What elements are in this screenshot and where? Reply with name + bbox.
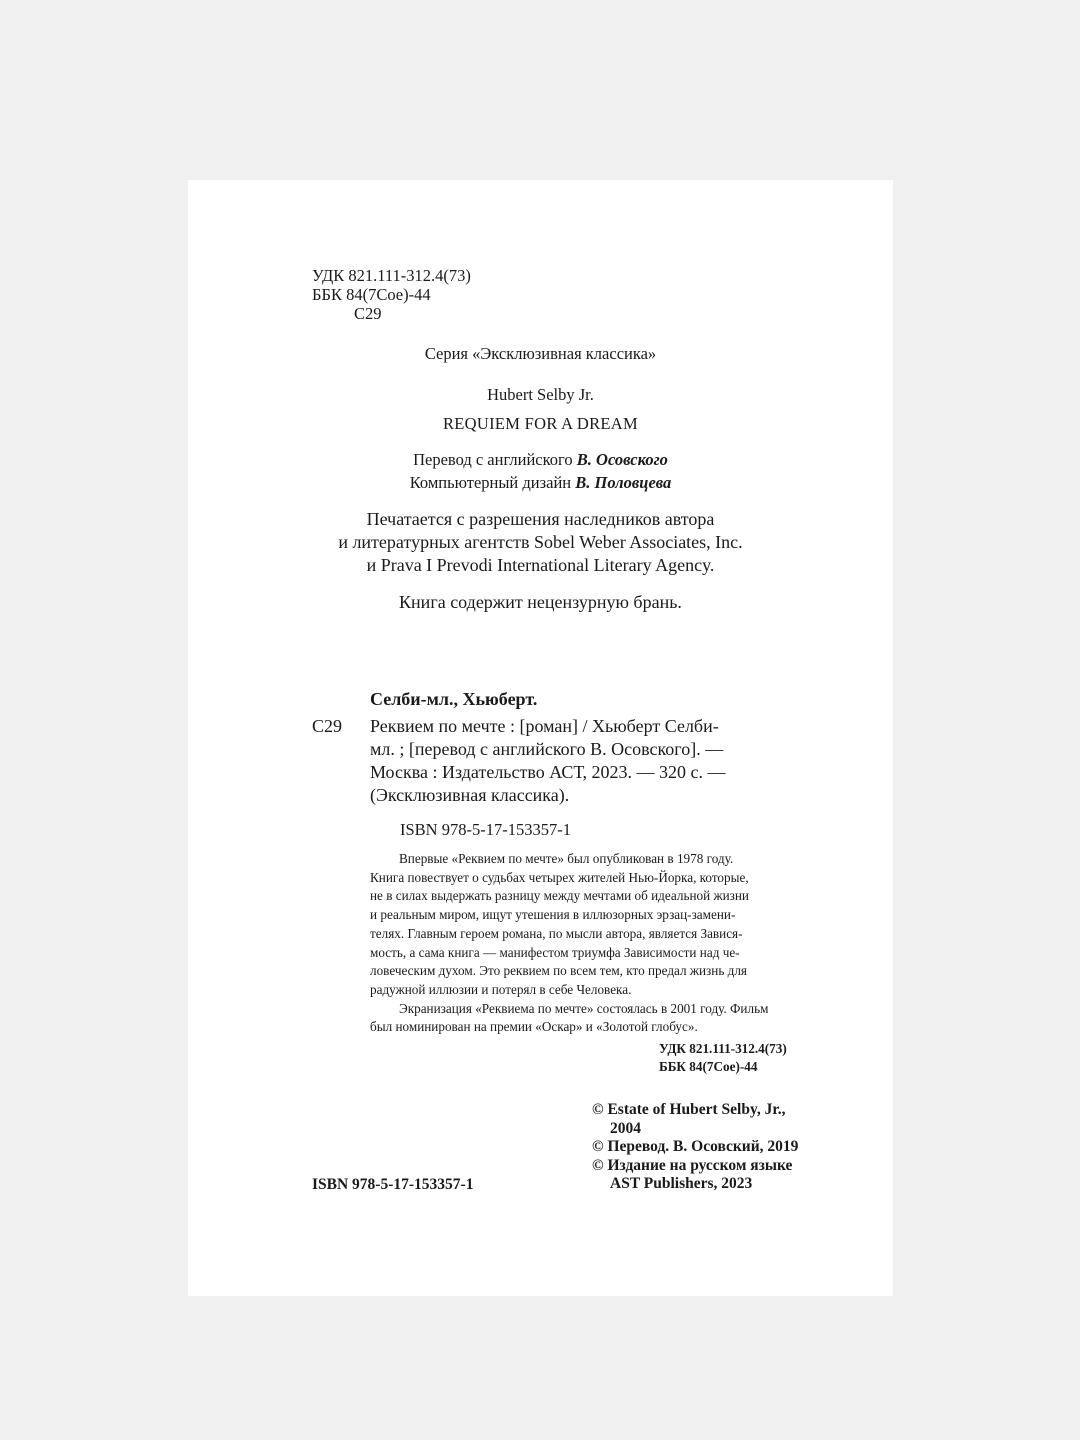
content-warning: Книга содержит нецензурную брань. — [399, 592, 682, 612]
series-line: Серия «Эксклюзивная классика» — [424, 344, 657, 363]
catalog-code: С29 — [312, 716, 343, 736]
permission-line-2: и литературных агентств Sobel Weber Associates, Inc. — [338, 532, 743, 552]
annotation-line-9: Экранизация «Реквиема по мечте» состоялась в 2001 году. Фильм — [399, 1000, 769, 1016]
catalog-isbn: ISBN 978-5-17-153357-1 — [400, 820, 571, 839]
annotation-line-4: и реальным миром, ищут утешения в иллюзорных эрзац-замени- — [370, 907, 736, 923]
translator-name: В. Осовского — [576, 450, 668, 469]
annotation-line-7: ловеческим духом. Это реквием по всем тем, кто предал жизнь для — [370, 963, 747, 979]
annotation-line-5: телях. Главным героем романа, по мысли автора, является Завися- — [370, 925, 743, 941]
annotation-line-8: радужной иллюзии и потерял в себе Человека. — [370, 981, 632, 997]
author-mark: С29 — [354, 304, 382, 323]
catalog-heading: Селби-мл., Хьюберт. — [370, 689, 538, 709]
designer-name: В. Половцева — [575, 473, 672, 492]
footer-bbk: ББК 84(7Сое)-44 — [659, 1059, 758, 1074]
design-label: Компьютерный дизайн — [409, 473, 572, 492]
annotation-line-6: мость, а сама книга — манифестом триумфа Зависимости над че- — [370, 944, 740, 960]
annotation-line-2: Книга повествует о судьбах четырех жителей Нью-Йорка, которые, — [370, 869, 749, 885]
permission-line-3: и Prava I Prevodi International Literary Agency. — [366, 555, 715, 575]
catalog-line-3: Москва : Издательство АСТ, 2023. — 320 с. — — [370, 762, 726, 782]
copyright-block — [592, 1101, 798, 1194]
copyright-line-5: AST Publishers, 2023 — [610, 1175, 753, 1193]
copyright-line-4: © Издание на русском языке — [592, 1156, 793, 1174]
original-title: REQUIEM FOR A DREAM — [442, 414, 638, 433]
annotation-line-1: Впервые «Реквием по мечте» был опубликован в 1978 году. — [399, 851, 734, 866]
catalog-line-4: (Эксклюзивная классика). — [370, 785, 570, 805]
translation-credit — [188, 450, 893, 469]
annotation-line-3: не в силах выдержать разницу между мечтами об идеальной жизни — [370, 888, 749, 904]
udk-code: УДК 821.111-312.4(73) — [312, 266, 471, 285]
permission-line-1: Печатается с разрешения наследников автора — [366, 509, 715, 529]
footer-udk: УДК 821.111-312.4(73) — [659, 1041, 787, 1056]
translation-label: Перевод с английского — [413, 450, 573, 469]
bbk-code: ББК 84(7Сое)-44 — [312, 285, 431, 304]
annotation-line-10: был номинирован на премии «Оскар» и «Золотой глобус». — [370, 1019, 698, 1035]
book-page — [188, 180, 893, 1296]
copyright-line-2: 2004 — [610, 1119, 641, 1137]
catalog-line-2: мл. ; [перевод с английского В. Осовского]. — — [370, 739, 724, 759]
annotation — [370, 850, 810, 1037]
catalog-line-1: Реквием по мечте : [роман] / Хьюберт Селби- — [370, 716, 719, 736]
design-credit — [188, 473, 893, 492]
copyright-line-1: © Estate of Hubert Selby, Jr., — [592, 1101, 786, 1118]
copyright-line-3: © Перевод. В. Осовский, 2019 — [592, 1138, 799, 1156]
original-author: Hubert Selby Jr. — [487, 385, 594, 404]
bottom-isbn: ISBN 978-5-17-153357-1 — [312, 1176, 474, 1193]
